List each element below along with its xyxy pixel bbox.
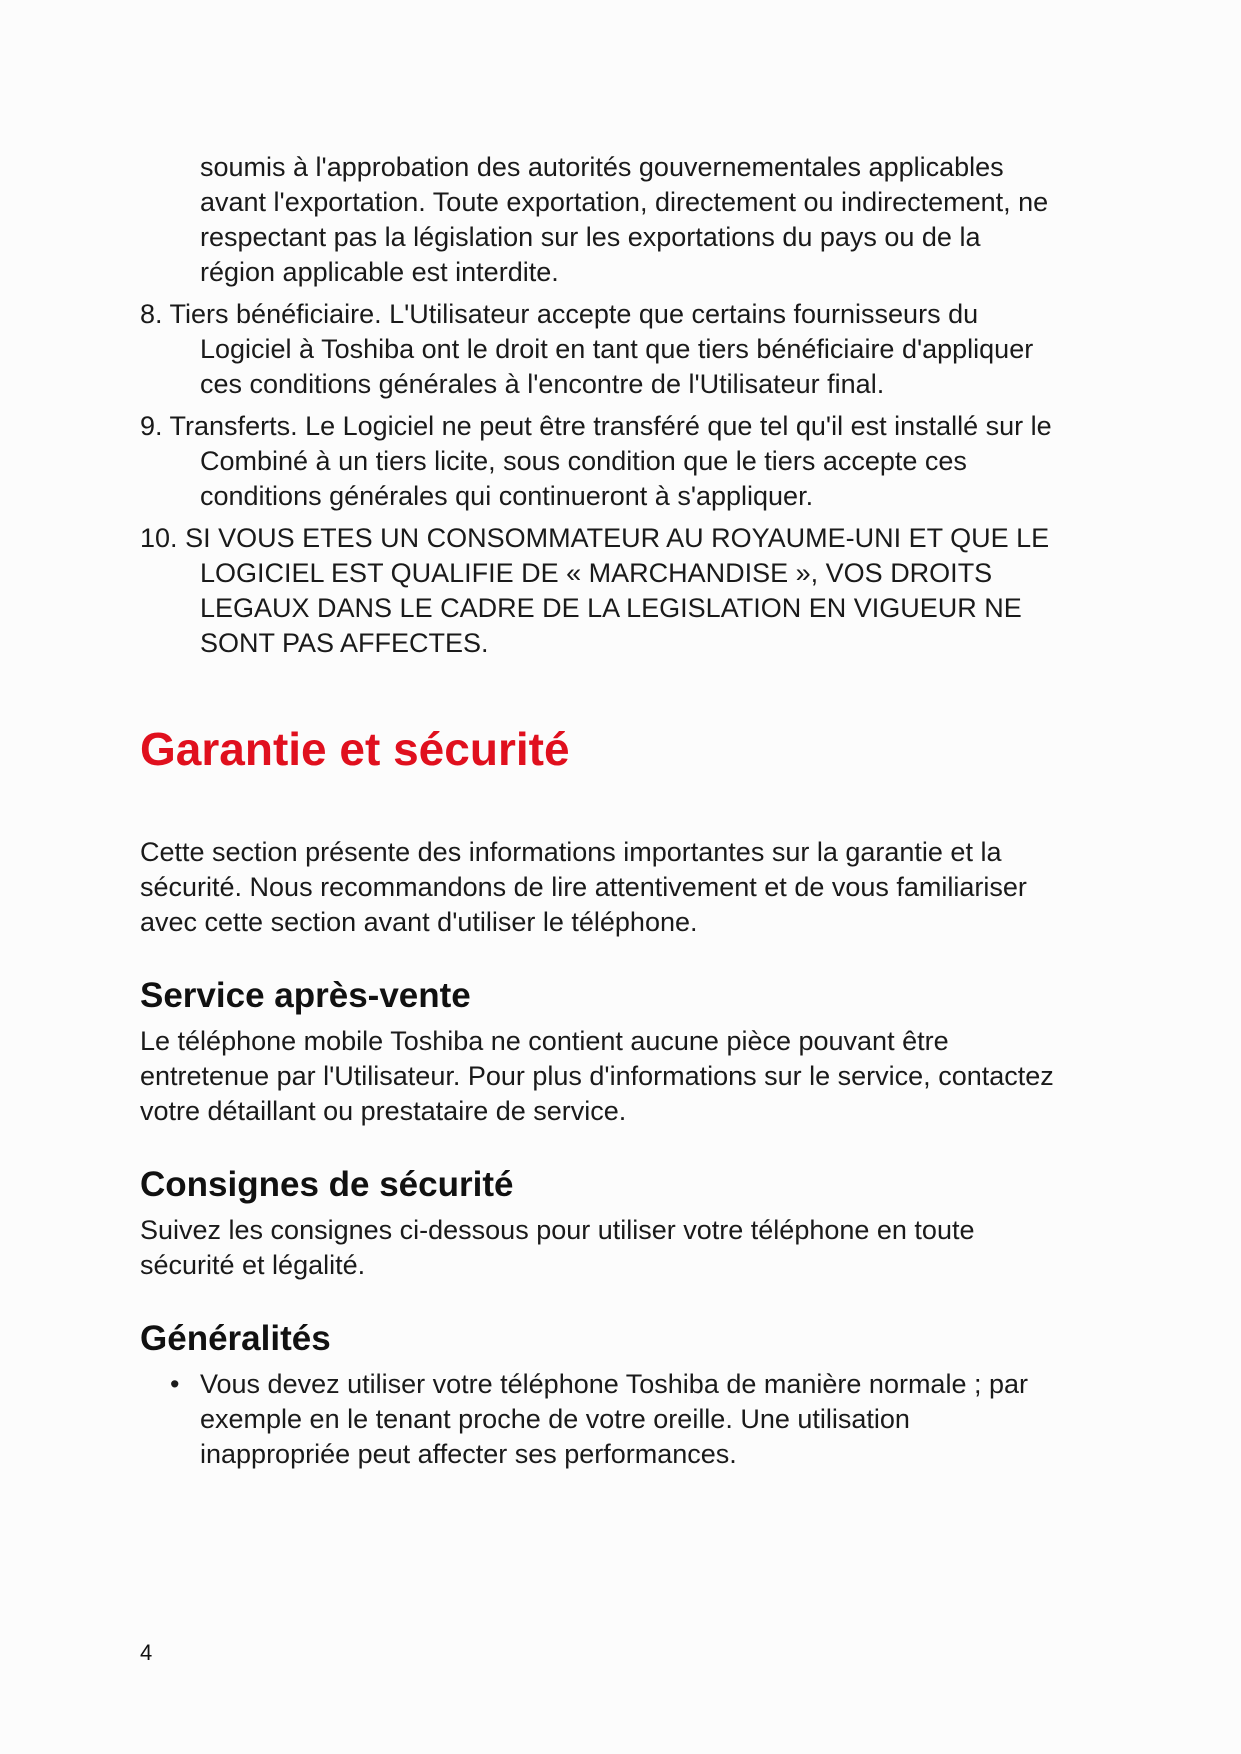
page-content [140, 150, 1060, 1472]
safety-heading: Consignes de sécurité [140, 1165, 514, 1204]
bullet-text: Vous devez utiliser votre téléphone Toshiba de manière normale ; par exemple en le tenant proche de votre oreille. Une utilisation inappropriée peut affecter ses performances. [200, 1369, 1028, 1469]
numbered-item-8 [140, 297, 1060, 402]
item-text: Transferts. Le Logiciel ne peut être transféré que tel qu'il est installé sur le Combiné à un tiers licite, sous condition que le tiers accepte ces conditions générales qui continueront à s'appliquer. [169, 411, 1052, 511]
item-number: 10. [140, 523, 178, 553]
service-heading: Service après-vente [140, 976, 471, 1015]
section-title: Garantie et sécurité [140, 723, 570, 775]
service-text: Le téléphone mobile Toshiba ne contient aucune pièce pouvant être entretenue par l'Utilisateur. Pour plus d'informations sur le service, contactez votre détaillant ou prestataire de service. [140, 1026, 1054, 1126]
general-heading: Généralités [140, 1319, 331, 1358]
item-text: SI VOUS ETES UN CONSOMMATEUR AU ROYAUME-UNI ET QUE LE LOGICIEL EST QUALIFIE DE « MARCHANDISE », VOS DROITS LEGAUX DANS LE CADRE DE LA LEGISLATION EN VIGUEUR NE SONT PAS AFFECTES. [185, 523, 1050, 658]
section-intro: Cette section présente des informations importantes sur la garantie et la sécurité. Nous recommandons de lire attentivement et de vous familiariser avec cette section avant d'utiliser le téléphone. [140, 837, 1027, 937]
page-number: 4 [140, 1640, 153, 1665]
item-number: 8. [140, 299, 163, 329]
safety-text: Suivez les consignes ci-dessous pour utiliser votre téléphone en toute sécurité et légalité. [140, 1215, 975, 1280]
general-bullet-item [140, 1367, 1060, 1472]
item-text: Tiers bénéficiaire. L'Utilisateur accepte que certains fournisseurs du Logiciel à Toshiba ont le droit en tant que tiers bénéficiaire d'appliquer ces conditions générales à l'encontre de l'Utilisateur final. [169, 299, 1034, 399]
continuation-paragraph: soumis à l'approbation des autorités gouvernementales applicables avant l'exportation. Toute exportation, directement ou indirectement, ne respectant pas la législation sur les exportations du pays ou de la région applicable est interdite. [200, 152, 1049, 287]
item-number: 9. [140, 411, 163, 441]
numbered-item-9 [140, 409, 1060, 514]
numbered-item-10 [140, 521, 1060, 661]
bullet-icon: • [170, 1369, 180, 1399]
